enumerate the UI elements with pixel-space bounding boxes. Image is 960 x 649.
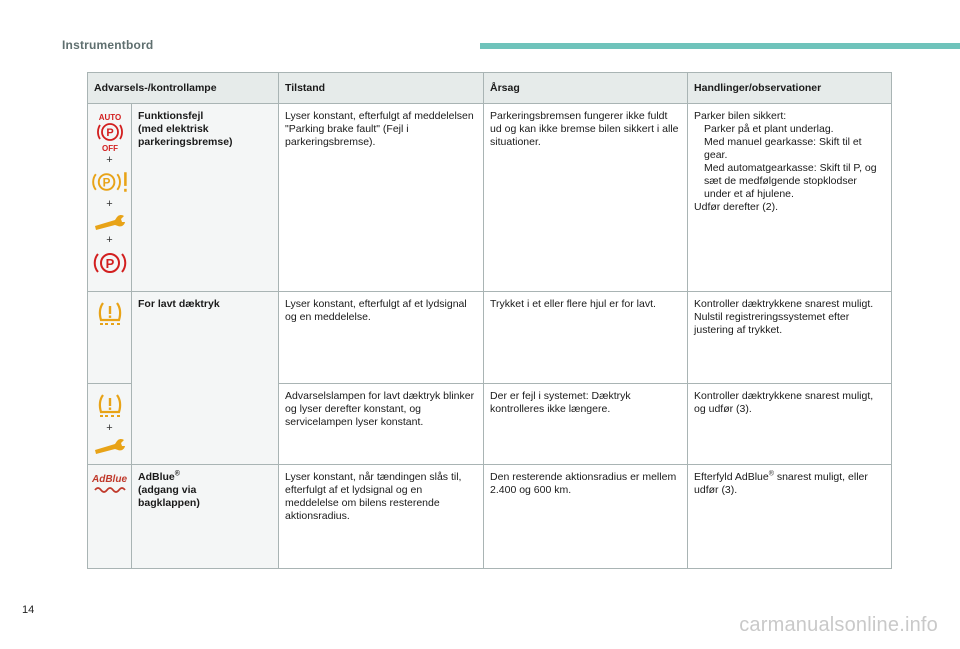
lamp-name: Funktionsfejl: [138, 110, 204, 122]
page-section-title: Instrumentbord: [62, 38, 154, 52]
list-item: Parker på et plant underlag.: [704, 123, 834, 135]
svg-text:P: P: [105, 256, 114, 271]
lamp-name-cell: [132, 104, 279, 292]
lamp-icons-cell: [88, 104, 132, 292]
lamp-name: (adgang via: [138, 484, 197, 496]
column-header-lamp: Advarsels-/kontrollampe: [88, 73, 279, 104]
lamp-name: For lavt dæktryk: [138, 298, 220, 310]
condition-cell: Lyser konstant, efterfulgt af meddelelsen "Parking brake fault" (Fejl i parkeringsbremse).: [279, 104, 484, 292]
table-header-row: [88, 73, 892, 104]
action-intro: Parker bilen sikkert:: [694, 110, 787, 122]
adblue-icon-text: AdBlue: [92, 474, 127, 485]
svg-text:AUTO: AUTO: [98, 113, 121, 122]
table-row: [88, 104, 892, 292]
warning-lamp-table: [87, 72, 892, 569]
watermark: carmanualsonline.info: [739, 614, 938, 636]
column-header-action: Handlinger/observationer: [688, 73, 892, 104]
cause-cell: Der er fejl i systemet: Dæktryk kontrolleres ikke længere.: [484, 384, 688, 465]
cause-cell: Parkeringsbremsen fungerer ikke fuldt ud og kan ikke bremse bilen sikkert i alle situationer.: [484, 104, 688, 292]
tyre-pressure-icon: [95, 392, 125, 420]
condition-cell: Lyser konstant, når tændingen slås til, efterfulgt af et lydsignal og en meddelelse om bilens resterende aktionsradius.: [279, 465, 484, 569]
lamp-name: AdBlue®: [138, 470, 180, 483]
lamp-name: (med elektrisk: [138, 123, 209, 135]
action-cell: Efterfyld AdBlue® snarest muligt, eller udfør (3).: [688, 465, 892, 569]
plus-sign: +: [106, 422, 113, 434]
lamp-icons-cell: [88, 292, 132, 384]
action-outro: Udfør derefter (2).: [694, 201, 779, 213]
condition-cell: Lyser konstant, efterfulgt af et lydsignal og en meddelelse.: [279, 292, 484, 384]
cause-cell: Trykket i et eller flere hjul er for lavt.: [484, 292, 688, 384]
action-list: [694, 123, 885, 201]
lamp-name: parkeringsbremse): [138, 136, 233, 148]
condition-cell: Advarselslampen for lavt dæktryk blinker og lyser derefter konstant, og servicelampen lyser konstant.: [279, 384, 484, 465]
lamp-icons-cell: [88, 465, 132, 569]
svg-text:P: P: [102, 176, 111, 190]
adblue-icon: [90, 473, 129, 494]
plus-sign: +: [106, 154, 113, 166]
svg-text:P: P: [105, 127, 114, 139]
svg-text:OFF: OFF: [101, 144, 118, 152]
action-cell: Kontroller dæktrykkene snarest muligt, og udfør (3).: [688, 384, 892, 465]
column-header-cause: Årsag: [484, 73, 688, 104]
list-item: Med manuel gearkasse: Skift til et gear.: [704, 136, 862, 161]
cause-cell: Den resterende aktionsradius er mellem 2.400 og 600 km.: [484, 465, 688, 569]
action-line: Kontroller dæktrykkene snarest muligt.: [694, 298, 874, 310]
lamp-name-cell: [132, 465, 279, 569]
action-line: Nulstil registreringssystemet efter justering af trykket.: [694, 311, 850, 336]
header-accent-bar: [480, 43, 960, 49]
page-number: 14: [22, 604, 35, 616]
lamp-name: bagklappen): [138, 497, 200, 509]
service-wrench-icon: [93, 436, 127, 456]
plus-sign: +: [106, 234, 113, 246]
adblue-wave-icon: [93, 486, 127, 494]
tyre-pressure-icon: [95, 300, 125, 328]
plus-sign: +: [106, 198, 113, 210]
column-header-condition: Tilstand: [279, 73, 484, 104]
parking-brake-warning-icon: [90, 168, 129, 196]
table-row: [88, 465, 892, 569]
auto-off-parking-icon: [94, 112, 126, 152]
action-cell: [688, 104, 892, 292]
table-row: [88, 292, 892, 384]
lamp-name-cell: [132, 292, 279, 465]
lamp-icons-cell: [88, 384, 132, 465]
action-cell: [688, 292, 892, 384]
service-wrench-icon: [93, 212, 127, 232]
list-item: Med automatgearkasse: Skift til P, og sæt de medfølgende stopklodser under et af hjulene.: [704, 162, 877, 200]
parking-brake-icon: [92, 248, 128, 278]
